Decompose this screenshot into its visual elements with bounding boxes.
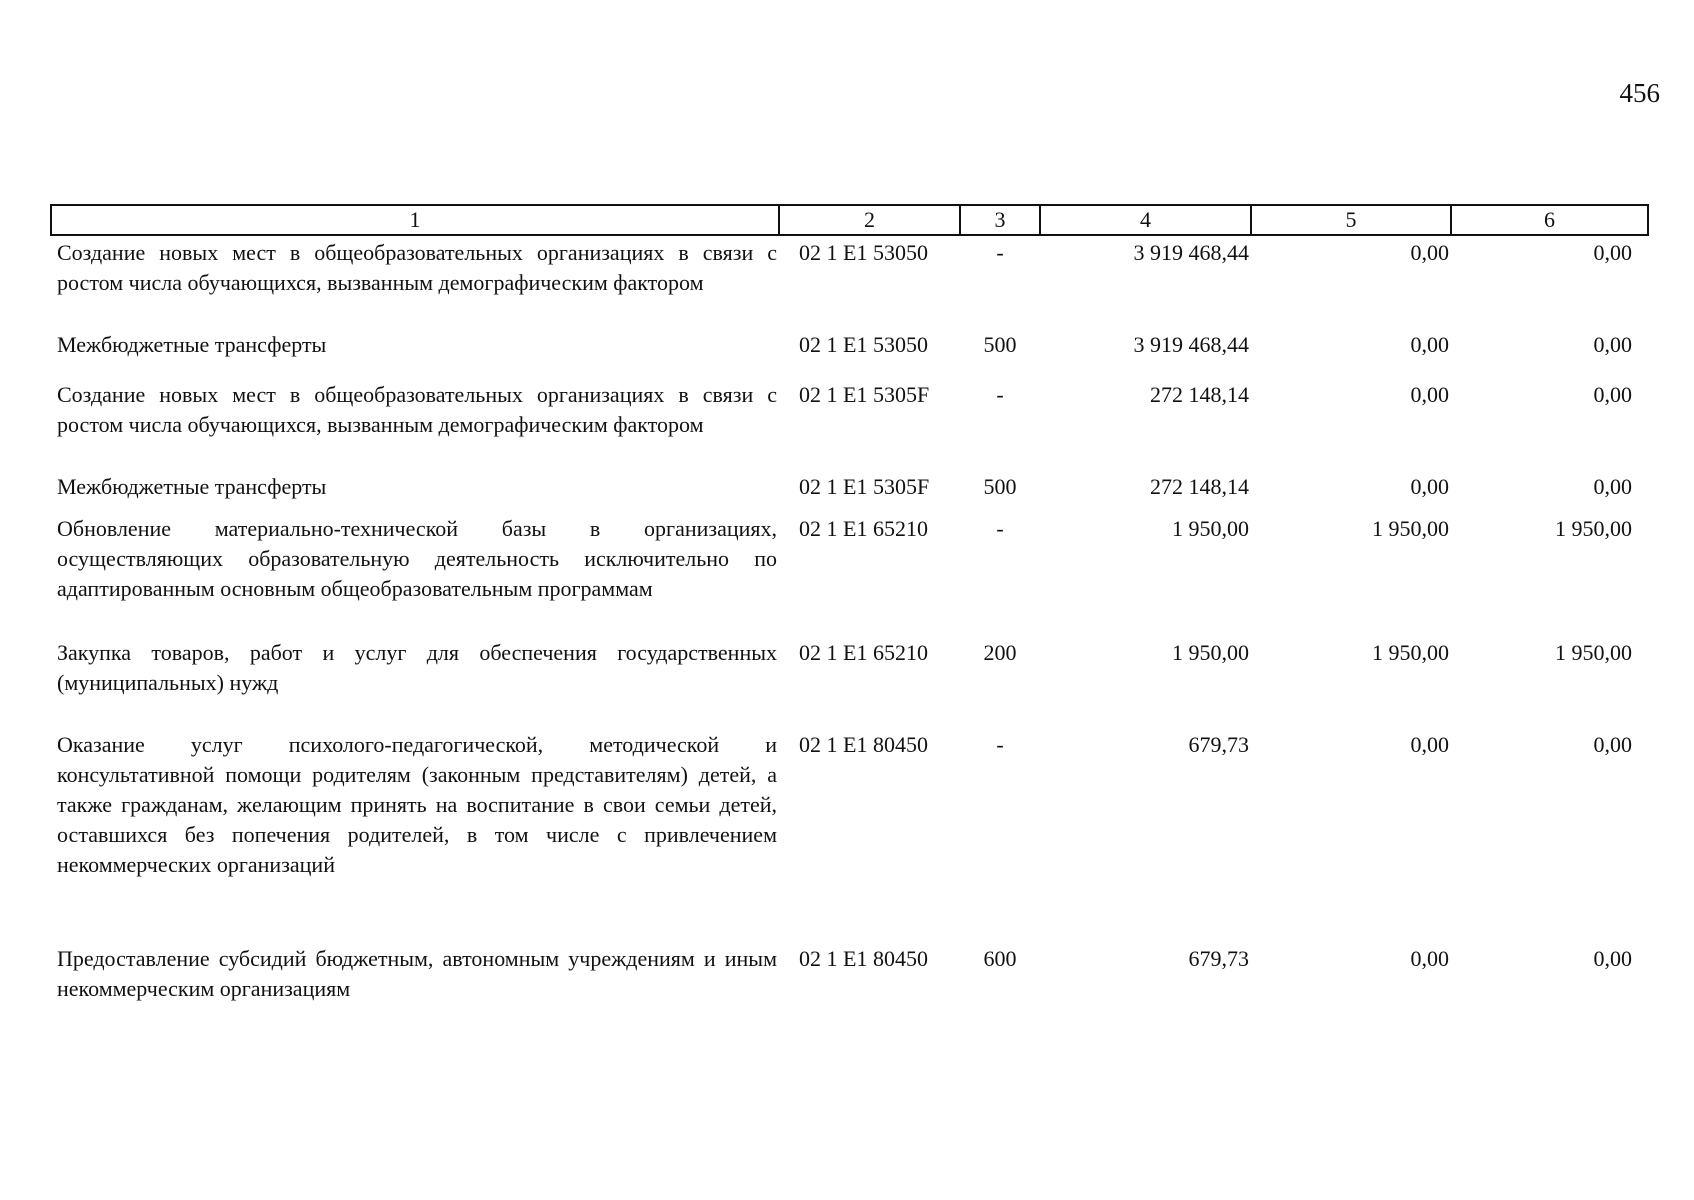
row-name: Создание новых мест в общеобразовательных организациях в связи с ростом числа обучающихся, вызванным демографическим фактором — [57, 382, 777, 437]
row-expense-type: - — [996, 516, 1004, 541]
header-col-5: 5 — [1251, 205, 1451, 235]
row-amount-6: 0,00 — [1593, 382, 1632, 407]
table-row — [51, 380, 1648, 440]
row-spacer — [51, 604, 1648, 638]
table-row — [51, 730, 1648, 880]
header-col-4: 4 — [1040, 205, 1251, 235]
row-amount-5: 0,00 — [1410, 240, 1449, 265]
row-name: Создание новых мест в общеобразовательных организациях в связи с ростом числа обучающихся, вызванным демографическим фактором — [57, 240, 777, 295]
row-code: 02 1 E1 65210 — [799, 516, 928, 541]
row-amount-6: 0,00 — [1593, 732, 1632, 757]
header-col-3: 3 — [960, 205, 1040, 235]
row-amount-4: 272 148,14 — [1150, 474, 1249, 499]
row-amount-6: 0,00 — [1593, 240, 1632, 265]
row-code: 02 1 E1 5305F — [799, 474, 930, 499]
header-col-2: 2 — [779, 205, 960, 235]
page-number: 456 — [1619, 78, 1660, 108]
row-code: 02 1 E1 80450 — [799, 732, 928, 757]
budget-table-container — [50, 204, 1647, 1004]
row-expense-type: 600 — [983, 946, 1017, 971]
row-spacer — [51, 880, 1648, 944]
row-code: 02 1 E1 5305F — [799, 382, 930, 407]
row-name: Обновление материально-технической базы в организациях, осуществляющих образовательную деятельность исключительно по адаптированным основным общеобразовательным программам — [57, 516, 777, 601]
row-spacer — [51, 440, 1648, 472]
row-amount-6: 1 950,00 — [1555, 640, 1632, 665]
row-amount-6: 0,00 — [1593, 332, 1632, 357]
row-amount-4: 3 919 468,44 — [1133, 332, 1249, 357]
row-spacer — [51, 698, 1648, 730]
row-amount-5: 1 950,00 — [1372, 640, 1449, 665]
row-expense-type: - — [996, 240, 1004, 265]
table-row — [51, 238, 1648, 298]
table-row — [51, 472, 1648, 502]
row-code: 02 1 E1 53050 — [799, 240, 928, 265]
row-code: 02 1 E1 53050 — [799, 332, 928, 357]
row-name: Межбюджетные трансферты — [57, 332, 327, 357]
header-row — [51, 205, 1648, 235]
table-row — [51, 330, 1648, 360]
row-amount-6: 0,00 — [1593, 474, 1632, 499]
row-amount-5: 0,00 — [1410, 732, 1449, 757]
row-amount-5: 1 950,00 — [1372, 516, 1449, 541]
header-col-1: 1 — [51, 205, 779, 235]
row-name: Оказание услуг психолого-педагогической, методической и консультативной помощи родителям (законным представителям) детей, а также гражданам, желающим принять на воспитание в свои семьи детей, оставшихся без попечения родителей, в том числе с привлечением некоммерческих организаций — [57, 732, 777, 877]
row-spacer — [51, 298, 1648, 330]
row-amount-5: 0,00 — [1410, 332, 1449, 357]
row-name: Предоставление субсидий бюджетным, автономным учреждениям и иным некоммерческим организациям — [57, 946, 777, 1001]
row-amount-4: 1 950,00 — [1172, 516, 1249, 541]
row-amount-4: 679,73 — [1188, 732, 1249, 757]
row-amount-4: 679,73 — [1188, 946, 1249, 971]
table-header — [51, 205, 1648, 235]
row-amount-5: 0,00 — [1410, 946, 1449, 971]
row-amount-6: 0,00 — [1593, 946, 1632, 971]
row-code: 02 1 E1 65210 — [799, 640, 928, 665]
table-row — [51, 944, 1648, 1004]
row-expense-type: - — [996, 382, 1004, 407]
table-row — [51, 638, 1648, 698]
row-expense-type: 200 — [983, 640, 1017, 665]
row-spacer — [51, 360, 1648, 380]
row-amount-5: 0,00 — [1410, 382, 1449, 407]
row-amount-6: 1 950,00 — [1555, 516, 1632, 541]
budget-table — [50, 204, 1649, 1004]
row-spacer — [51, 502, 1648, 514]
row-name: Межбюджетные трансферты — [57, 474, 327, 499]
table-body — [51, 235, 1648, 1004]
row-expense-type: - — [996, 732, 1004, 757]
row-expense-type: 500 — [983, 474, 1017, 499]
row-name: Закупка товаров, работ и услуг для обеспечения государственных (муниципальных) нужд — [57, 640, 777, 695]
row-amount-4: 272 148,14 — [1150, 382, 1249, 407]
table-row — [51, 514, 1648, 604]
header-col-6: 6 — [1451, 205, 1648, 235]
row-amount-4: 3 919 468,44 — [1133, 240, 1249, 265]
row-code: 02 1 E1 80450 — [799, 946, 928, 971]
row-amount-4: 1 950,00 — [1172, 640, 1249, 665]
row-amount-5: 0,00 — [1410, 474, 1449, 499]
row-expense-type: 500 — [983, 332, 1017, 357]
